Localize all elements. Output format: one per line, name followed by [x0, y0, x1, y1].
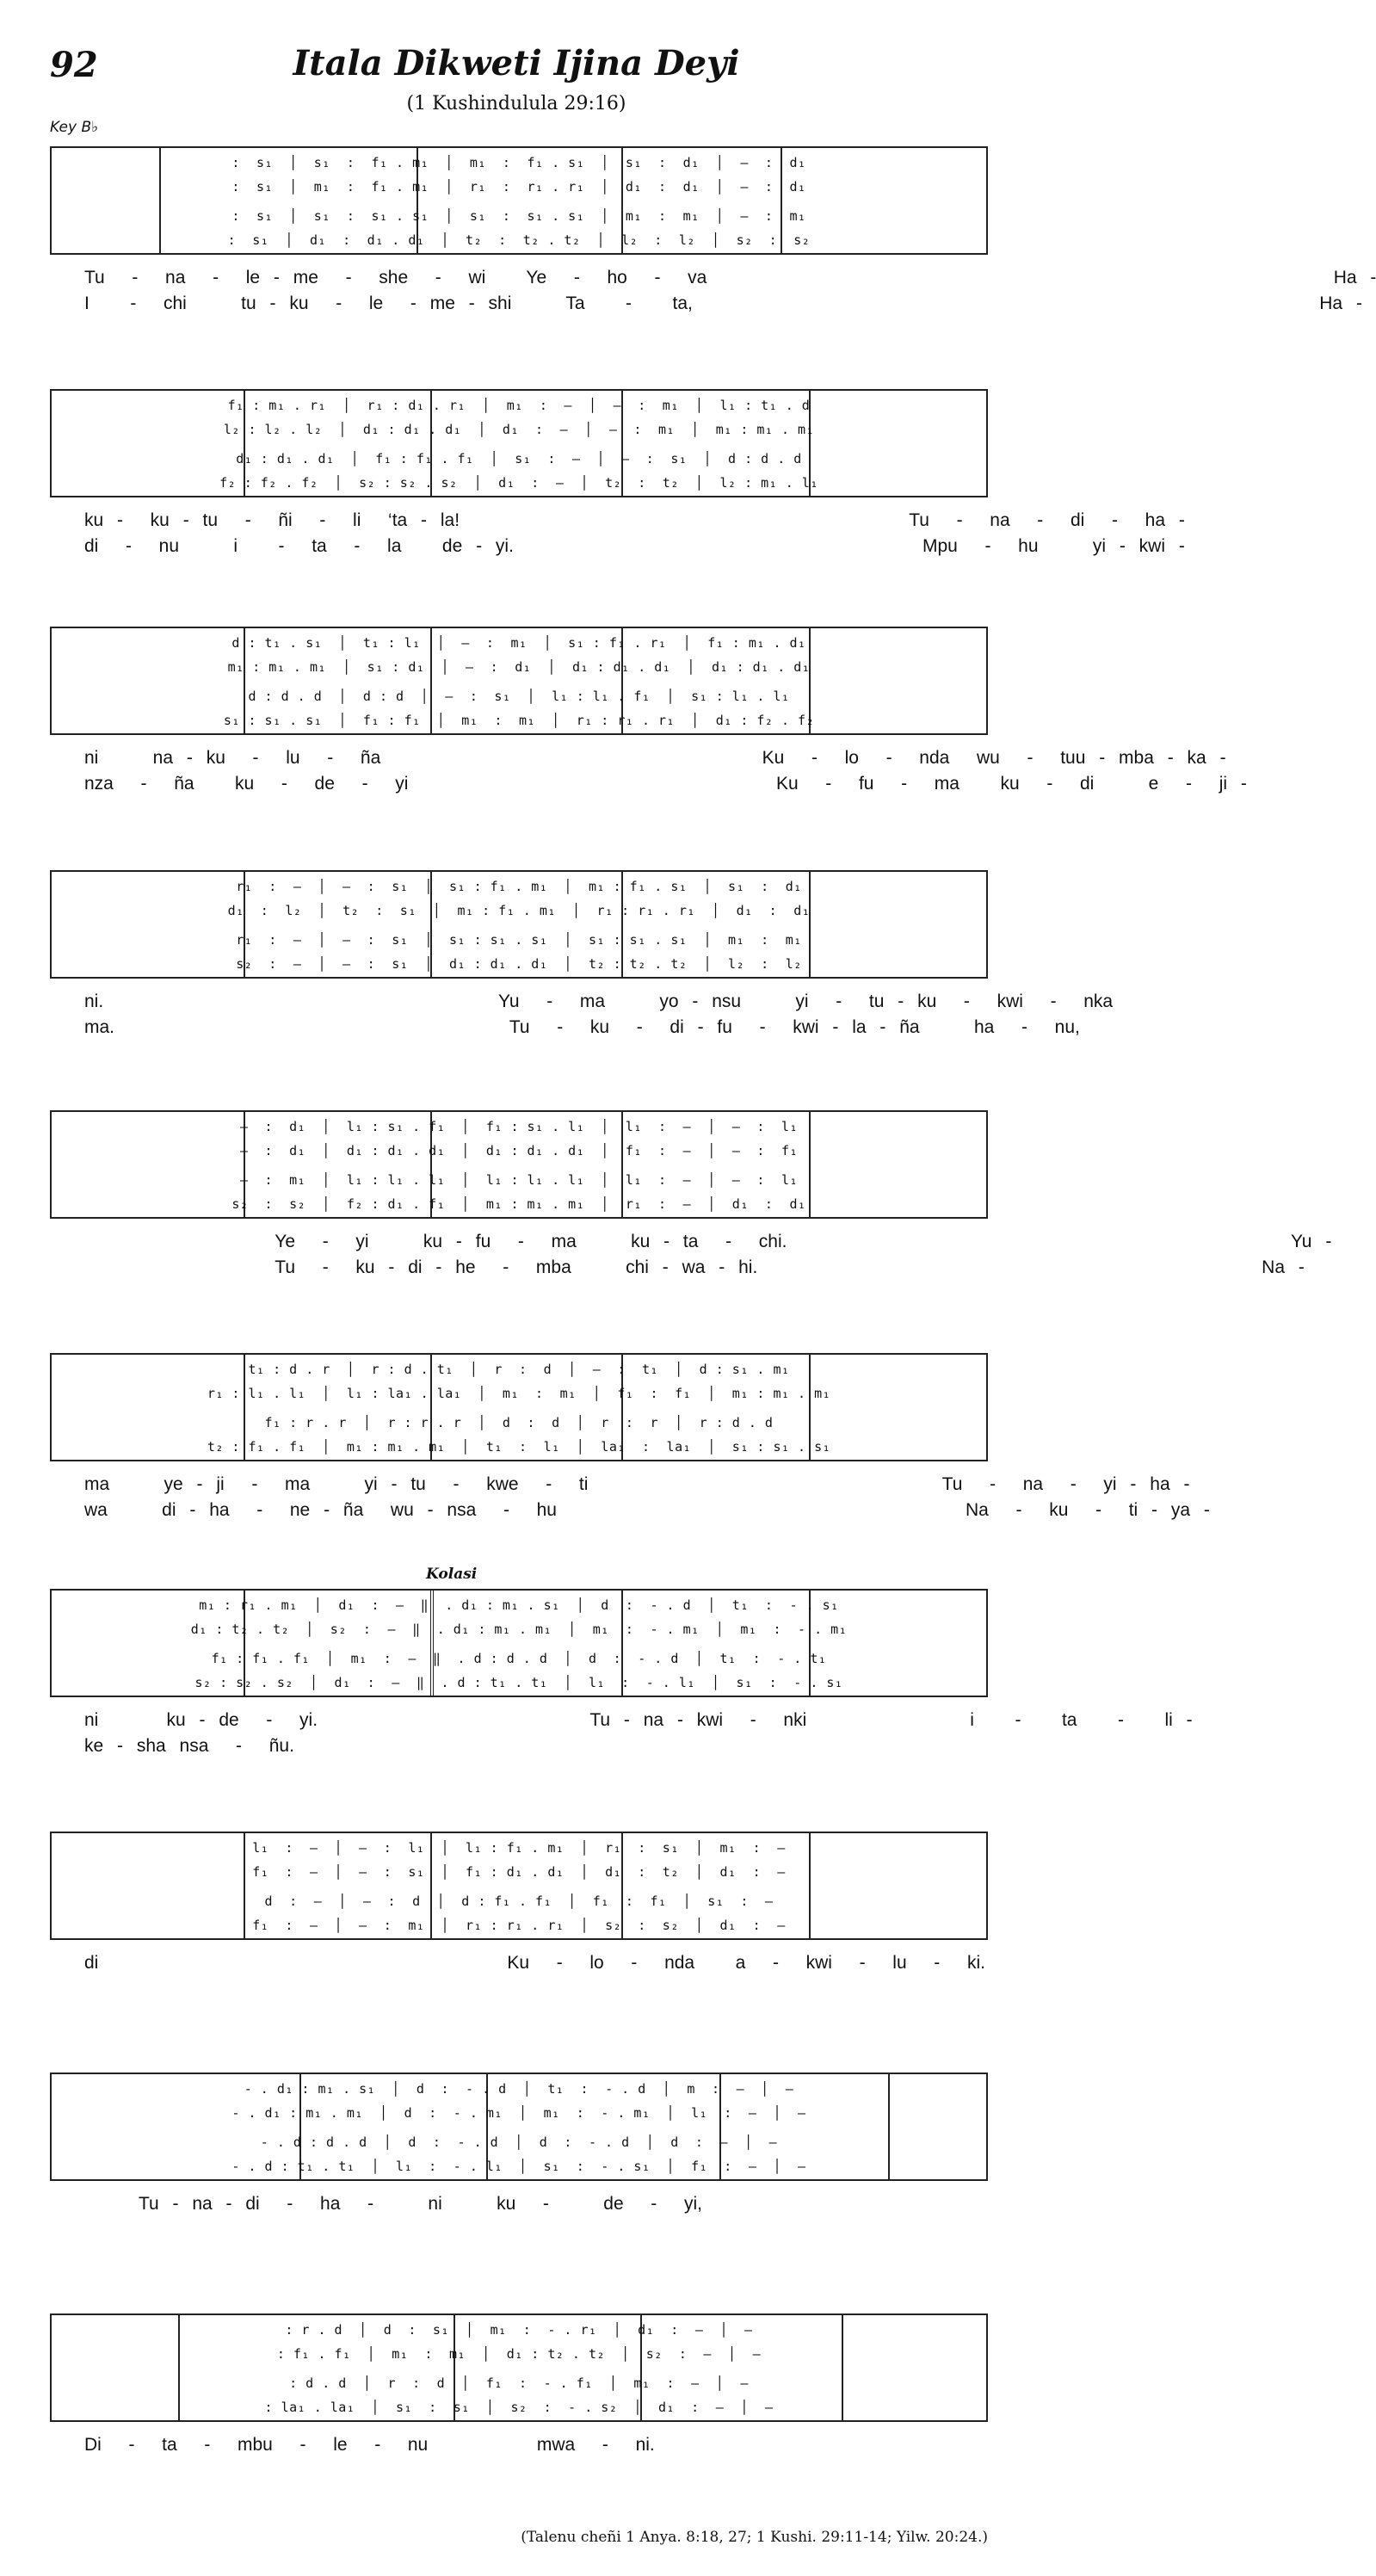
- voice-part-row: : s₁ │ d₁ : d₁ . d₁ │ t₂ : t₂ . t₂ │ l₂ : l₂ │ s₂ : s₂: [227, 232, 811, 248]
- voice-part-row: f₁ : — │ — : m₁ │ r₁ : r₁ . r₁ │ s₂ : s₂ │ d₁ : —: [252, 1918, 786, 1933]
- voice-part-row: d : t₁ . s₁ │ t₁ : l₁ │ — : m₁ │ s₁ : f₁ . r₁ │ f₁ : m₁ . d₁: [231, 635, 806, 651]
- voice-part-row: : s₁ │ m₁ : f₁ . m₁ │ r₁ : r₁ . r₁ │ d₁ : d₁ │ — : d₁: [231, 179, 806, 195]
- voice-part-row: m₁ : r₁ . m₁ │ d₁ : — ‖ . d₁ : m₁ . s₁ │ d : - . d │ t₁ : - . s₁: [199, 1597, 839, 1613]
- lyrics-block: [50, 745, 1247, 797]
- lyrics-block: [50, 265, 1376, 317]
- voice-part-row: : s₁ │ s₁ : f₁ . m₁ │ m₁ : f₁ . s₁ │ s₁ : d₁ │ — : d₁: [231, 155, 806, 170]
- voice-part-row: f₁ : — │ — : s₁ │ f₁ : d₁ . d₁ │ d₁ : t₂ │ d₁ : —: [252, 1864, 786, 1880]
- lyric-line: ni. Yu - ma yo - nsu yi - tu - ku - kwi - nka: [84, 991, 1114, 1011]
- voice-part-row: - . d : d . d │ d : - . d │ d : - . d │ d : — │ —: [260, 2134, 778, 2150]
- lyric-line: I - chi tu - ku - le - me - shi Ta - ta, Ha -: [84, 293, 1362, 313]
- voice-part-row: - . d₁ : m₁ . s₁ │ d : - . d │ t₁ : - . d │ m : — │ —: [244, 2081, 794, 2097]
- music-system: [50, 627, 988, 735]
- hymn-title: Itala Dikweti Ijina Deyi: [293, 43, 740, 83]
- voice-part-row: m₁ : m₁ . m₁ │ s₁ : d₁ │ — : d₁ │ d₁ : d₁ . d₁ │ d₁ : d₁ . d₁: [227, 659, 811, 675]
- lyric-line: ma ye - ji - ma yi - tu - kwe - ti Tu - na - yi - ha -: [84, 1474, 1190, 1494]
- voice-part-row: : f₁ . f₁ │ m₁ : m₁ │ d₁ : t₂ . t₂ │ s₂ : — │ —: [276, 2346, 762, 2362]
- music-system: [50, 1353, 988, 1461]
- lyric-line: ni ku - de - yi. Tu - na - kwi - nki i - ta - li -: [84, 1710, 1193, 1730]
- voice-part-row: — : d₁ │ d₁ : d₁ . d₁ │ d₁ : d₁ . d₁ │ f₁ : — │ — : f₁: [239, 1143, 799, 1158]
- music-system: [50, 870, 988, 979]
- voice-part-row: t₁ : d . r │ r : d . t₁ │ r : d │ — : t₁ │ d : s₁ . m₁: [248, 1362, 790, 1377]
- lyric-line: di Ku - lo - nda a - kwi - lu - ki.: [84, 1953, 985, 1973]
- music-system: [50, 146, 988, 255]
- voice-part-row: f₁ : r . r │ r : r . r │ d : d │ r : r │ r : d . d: [264, 1415, 774, 1430]
- voice-part-row: l₂ : l₂ . l₂ │ d₁ : d₁ . d₁ │ d₁ : — │ — : m₁ │ m₁ : m₁ . m₁: [223, 422, 815, 437]
- voice-part-row: : r . d │ d : s₁ │ m₁ : - . r₁ │ d₁ : — │ —: [285, 2322, 753, 2338]
- lyric-line: ni na - ku - lu - ña Ku - lo - nda wu - tuu - mba - ka -: [84, 748, 1226, 768]
- voice-part-row: f₁ : f₁ . f₁ │ m₁ : — ‖ . d : d . d │ d : - . d │ t₁ : - . t₁: [211, 1651, 827, 1666]
- lyrics-block: [50, 1950, 988, 1976]
- lyric-line: di - nu i - ta - la de - yi. Mpu - hu yi - kwi -: [84, 536, 1185, 556]
- voice-part-row: d : — │ — : d │ d : f₁ . f₁ │ f₁ : f₁ │ s₁ : —: [264, 1893, 774, 1909]
- lyrics-block: [50, 2191, 988, 2217]
- lyrics-block: [50, 2432, 988, 2458]
- lyric-line: Di - ta - mbu - le - nu mwa - ni.: [84, 2435, 655, 2455]
- music-system: [50, 1110, 988, 1219]
- lyrics-block: [50, 508, 1185, 559]
- footer-references: (Talenu cheñi 1 Anya. 8:18, 27; 1 Kushi. 29:11-14; Yilw. 20:24.): [521, 2529, 988, 2546]
- page-number: 92: [50, 45, 98, 85]
- voice-part-row: d₁ : l₂ │ t₂ : s₁ │ m₁ : f₁ . m₁ │ r₁ : r₁ . r₁ │ d₁ : d₁: [227, 903, 811, 918]
- voice-part-row: : s₁ │ s₁ : s₁ . s₁ │ s₁ : s₁ . s₁ │ m₁ : m₁ │ — : m₁: [231, 208, 806, 224]
- voice-part-row: s₁ : s₁ . s₁ │ f₁ : f₁ │ m₁ : m₁ │ r₁ : r₁ . r₁ │ d₁ : f₂ . f₂: [223, 713, 815, 728]
- lyric-line: Tu - ku - di - he - mba chi - wa - hi. Na -: [84, 1257, 1305, 1277]
- lyrics-block: [50, 1472, 1210, 1523]
- voice-part-row: r₁ : l₁ . l₁ │ l₁ : la₁ . la₁ │ m₁ : m₁ │ f₁ : f₁ │ m₁ : m₁ . m₁: [207, 1386, 831, 1401]
- lyric-line: wa di - ha - ne - ña wu - nsa - hu Na - ku - ti - ya -: [84, 1500, 1210, 1520]
- voice-part-row: d : d . d │ d : d │ — : s₁ │ l₁ : l₁ . f₁ │ s₁ : l₁ . l₁: [248, 689, 790, 704]
- music-system: [50, 389, 988, 497]
- voice-part-row: s₂ : s₂ . s₂ │ d₁ : — ‖ . d : t₁ . t₁ │ l₁ : - . l₁ │ s₁ : - . s₁: [194, 1675, 843, 1690]
- voice-part-row: r₁ : — │ — : s₁ │ s₁ : s₁ . s₁ │ s₁ : s₁ . s₁ │ m₁ : m₁: [236, 932, 802, 948]
- music-system: [50, 1832, 988, 1940]
- voice-part-row: — : m₁ │ l₁ : l₁ . l₁ │ l₁ : l₁ . l₁ │ l₁ : — │ — : l₁: [239, 1172, 799, 1188]
- lyric-line: ke - sha nsa - ñu.: [84, 1736, 294, 1756]
- lyric-line: Tu - na - di - ha - ni ku - de - yi,: [84, 2194, 702, 2214]
- voice-part-row: r₁ : — │ — : s₁ │ s₁ : f₁ . m₁ │ m₁ : f₁ . s₁ │ s₁ : d₁: [236, 879, 802, 894]
- voice-part-row: - . d₁ : m₁ . m₁ │ d : - . m₁ │ m₁ : - . m₁ │ l₁ : — │ —: [231, 2105, 806, 2121]
- voice-part-row: : la₁ . la₁ │ s₁ : s₁ │ s₂ : - . s₂ │ d₁ : — │ —: [264, 2400, 774, 2415]
- voice-part-row: : d . d │ r : d │ f₁ : - . f₁ │ m₁ : — │ —: [289, 2375, 749, 2391]
- lyric-line: ku - ku - tu - ñi - li ‘ta - la! Tu - na - di - ha -: [84, 510, 1185, 530]
- chorus-label: Kolasi: [426, 1566, 478, 1583]
- lyric-line: Tu - na - le - me - she - wi Ye - ho - va Ha -: [84, 268, 1376, 287]
- lyrics-block: [50, 989, 1114, 1041]
- music-system: [50, 2313, 988, 2422]
- voice-part-row: - . d : t₁ . t₁ │ l₁ : - . l₁ │ s₁ : - . s₁ │ f₁ : — │ —: [231, 2159, 806, 2174]
- voice-part-row: f₂ : f₂ . f₂ │ s₂ : s₂ . s₂ │ d₁ : — │ t₂ : t₂ │ l₂ : m₁ . l₁: [219, 475, 818, 491]
- voice-part-row: f₁ : m₁ . r₁ │ r₁ : d₁ . r₁ │ m₁ : — │ — : m₁ │ l₁ : t₁ . d: [227, 398, 811, 413]
- voice-part-row: d₁ : t₂ . t₂ │ s₂ : — ‖ . d₁ : m₁ . m₁ │ m₁ : - . m₁ │ m₁ : - . m₁: [190, 1622, 848, 1637]
- lyric-line: nza - ña ku - de - yi Ku - fu - ma ku - di e - ji -: [84, 774, 1247, 794]
- voice-part-row: d₁ : d₁ . d₁ │ f₁ : f₁ . f₁ │ s₁ : — │ — : s₁ │ d : d . d: [236, 451, 802, 466]
- voice-part-row: s₂ : s₂ │ f₂ : d₁ . f₁ │ m₁ : m₁ . m₁ │ r₁ : — │ d₁ : d₁: [231, 1196, 806, 1212]
- key-signature: Key B♭: [50, 119, 99, 136]
- music-system: [50, 2073, 988, 2181]
- lyric-line: Ye - yi ku - fu - ma ku - ta - chi. Yu -: [84, 1232, 1332, 1251]
- voice-part-row: — : d₁ │ l₁ : s₁ . f₁ │ f₁ : s₁ . l₁ │ l₁ : — │ — : l₁: [239, 1119, 799, 1134]
- voice-part-row: t₂ : f₁ . f₁ │ m₁ : m₁ . m₁ │ t₁ : l₁ │ la₁ : la₁ │ s₁ : s₁ . s₁: [207, 1439, 831, 1455]
- voice-part-row: l₁ : — │ — : l₁ │ l₁ : f₁ . m₁ │ r₁ : s₁ │ m₁ : —: [252, 1840, 786, 1856]
- lyric-line: ma. Tu - ku - di - fu - kwi - la - ña ha - nu,: [84, 1017, 1080, 1037]
- lyrics-block: [50, 1229, 1332, 1281]
- voice-part-row: s₂ : — │ — : s₁ │ d₁ : d₁ . d₁ │ t₂ : t₂ . t₂ │ l₂ : l₂: [236, 956, 802, 972]
- lyrics-block: [50, 1708, 1193, 1759]
- scripture-reference: (1 Kushindulula 29:16): [406, 93, 626, 114]
- music-system: [50, 1589, 988, 1697]
